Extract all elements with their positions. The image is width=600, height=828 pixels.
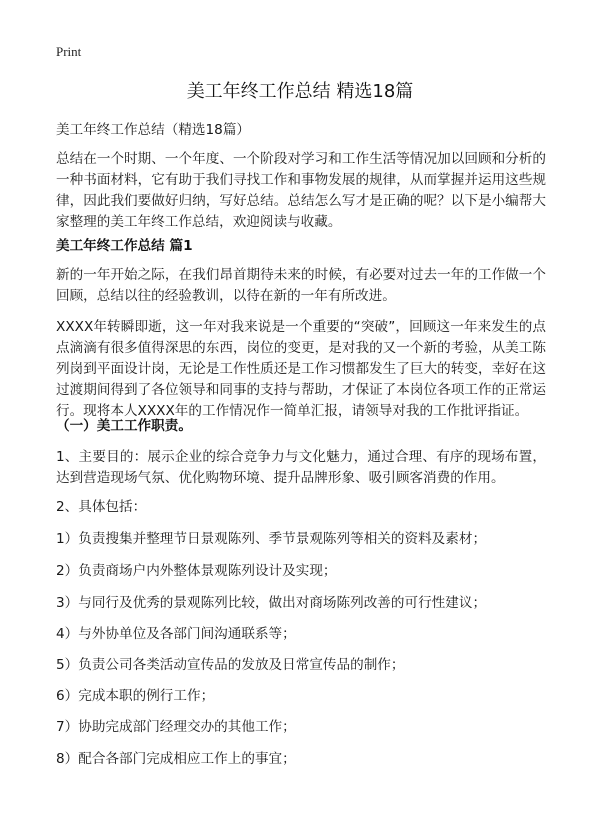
intro-paragraph: 总结在一个时期、一个年度、一个阶段对学习和工作生活等情况加以回顾和分析的一种书面材料，它有助于我们寻找工作和事物发展的规律，从而掌握并运用这些规律，因此我们要做好归纳，写好总结。总结怎么写才是正确的呢？以下是小编帮大家整理的美工年终工作总结，欢迎阅读与收藏。 — [56, 151, 546, 230]
sub-heading: （一）美工工作职责。 — [56, 418, 192, 434]
duty-item: 5）负责公司各类活动宣传品的发放及日常宣传品的制作； — [56, 657, 405, 673]
duty-item: 2）负责商场户内外整体景观陈列设计及实现； — [56, 563, 337, 579]
duty-item: 8）配合各部门完成相应工作上的事宜； — [56, 751, 296, 767]
section-heading: 美工年终工作总结 篇1 — [56, 238, 193, 254]
duty-item: 1）负责搜集并整理节日景观陈列、季节景观陈列等相关的资料及素材； — [56, 531, 487, 547]
document-subtitle: 美工年终工作总结（精选18篇） — [56, 122, 251, 138]
duty-item: 7）协助完成部门经理交办的其他工作； — [56, 719, 296, 735]
paragraph-1: 新的一年开始之际，在我们昂首期待未来的时候，有必要对过去一年的工作做一个回顾，总结以往的经验教训，以待在新的一年有所改进。 — [56, 267, 546, 304]
print-link[interactable]: Print — [56, 44, 82, 59]
duty-item: 3）与同行及优秀的景观陈列比较，做出对商场陈列改善的可行性建议； — [56, 595, 487, 611]
paragraph-2: XXXX年转瞬即逝，这一年对我来说是一个重要的“突破”，回顾这一年来发生的点点滴滴有很多值得深思的东西，岗位的变更，是对我的又一个新的考验，从美工陈列岗到平面设计岗，无论是工作性质还是工作习惯都发生了巨大的转变，幸好在这过渡期间得到了各位领导和同事的支持与帮助，才保证了本岗位各项工作的正常运行。现将本人XXXX年的工作情况作一简单汇报，请领导对我的工作批评指证。 — [56, 319, 546, 419]
main-purpose-item: 1、主要目的：展示企业的综合竞争力与文化魅力，通过合理、有序的现场布置，达到营造现场气氛、优化购物环境、提升品牌形象、吸引顾客消费的作用。 — [56, 449, 546, 486]
duty-item: 6）完成本职的例行工作； — [56, 688, 215, 704]
document-title: 美工年终工作总结 精选18篇 — [186, 81, 414, 102]
specifics-item: 2、具体包括： — [56, 499, 147, 515]
duty-item: 4）与外协单位及各部门间沟通联系等； — [56, 626, 296, 642]
